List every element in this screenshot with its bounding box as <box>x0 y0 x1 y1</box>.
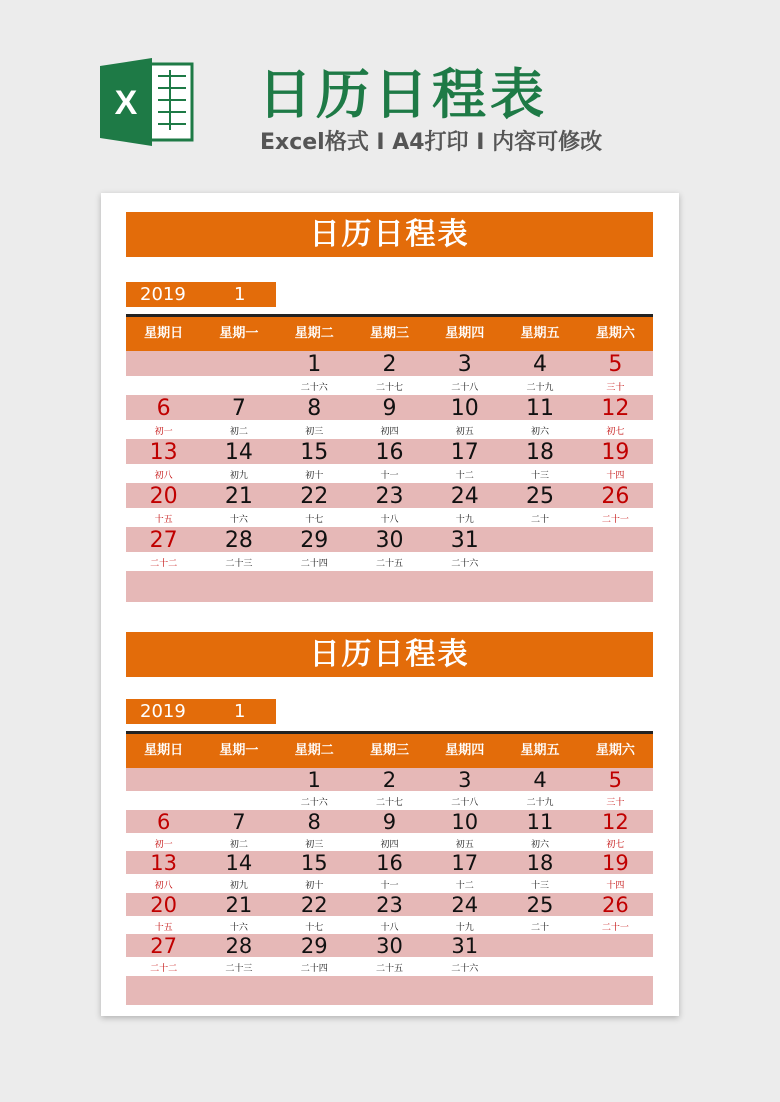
day-cell[interactable] <box>352 851 427 893</box>
day-cell[interactable] <box>126 976 201 1018</box>
week-row <box>126 527 653 571</box>
day-number: 5 <box>608 352 623 377</box>
weekday-label: 星期四 <box>445 743 485 758</box>
day-cell[interactable] <box>578 851 653 893</box>
day-number: 28 <box>225 934 253 958</box>
day-cell[interactable] <box>578 527 653 571</box>
day-number: 15 <box>300 440 329 465</box>
lunar-date: 二十 <box>531 922 550 933</box>
weekday-label: 星期六 <box>595 326 635 341</box>
calendar-grid <box>126 351 653 615</box>
day-number: 31 <box>451 934 479 958</box>
day-number: 10 <box>450 396 479 421</box>
day-cell[interactable] <box>502 439 577 483</box>
day-number: 5 <box>608 768 623 792</box>
weekday-label: 星期四 <box>445 326 485 341</box>
day-cell[interactable] <box>427 439 502 483</box>
day-number: 12 <box>601 396 630 421</box>
day-cell[interactable] <box>201 351 276 395</box>
day-number: 11 <box>526 396 555 421</box>
lunar-date: 初三 <box>305 839 324 850</box>
lunar-date: 十二 <box>455 471 474 481</box>
day-cell[interactable] <box>578 395 653 439</box>
day-cell[interactable] <box>277 976 352 1018</box>
week-row <box>126 810 653 852</box>
lunar-date: 二十七 <box>375 798 403 808</box>
calendar-grid <box>126 768 653 1017</box>
day-cell[interactable] <box>277 851 352 893</box>
day-number: 9 <box>382 809 397 834</box>
day-cell[interactable] <box>352 976 427 1018</box>
day-cell[interactable] <box>277 439 352 483</box>
day-number: 2 <box>382 768 397 792</box>
day-number: 8 <box>307 396 322 421</box>
lunar-date: 十四 <box>606 881 625 891</box>
lunar-date: 二十六 <box>300 383 328 393</box>
week-row <box>126 351 653 395</box>
day-number: 9 <box>382 396 397 421</box>
day-cell[interactable] <box>277 893 352 935</box>
weekday-label: 星期二 <box>294 326 334 341</box>
day-number: 25 <box>526 484 555 509</box>
day-number: 19 <box>601 440 630 465</box>
day-cell[interactable] <box>277 395 352 439</box>
year-cell[interactable]: 2019 <box>140 284 186 305</box>
day-cell[interactable] <box>578 893 653 935</box>
day-number: 27 <box>150 934 177 958</box>
day-cell[interactable] <box>427 934 502 976</box>
week-row <box>126 851 653 893</box>
lunar-date: 二十二 <box>150 559 178 569</box>
day-number: 29 <box>300 528 329 553</box>
lunar-date: 十七 <box>305 515 324 525</box>
lunar-date: 初九 <box>229 881 248 891</box>
day-cell[interactable] <box>126 810 201 852</box>
day-cell[interactable] <box>427 768 502 810</box>
page-title: 日历日程表 <box>258 63 548 126</box>
day-number: 17 <box>450 440 479 465</box>
day-number: 16 <box>375 440 404 465</box>
lunar-date: 十八 <box>380 515 399 525</box>
lunar-date: 十一 <box>380 881 399 891</box>
day-number: 14 <box>225 851 253 875</box>
day-cell[interactable] <box>502 810 577 852</box>
day-number: 11 <box>526 809 554 834</box>
lunar-date: 初十 <box>305 471 324 481</box>
lunar-date: 二十二 <box>150 964 178 974</box>
lunar-date: 十四 <box>606 471 625 481</box>
day-number: 4 <box>533 768 547 792</box>
week-row <box>126 934 653 976</box>
lunar-date: 初六 <box>531 427 550 437</box>
day-number: 26 <box>601 484 630 509</box>
day-cell[interactable] <box>277 483 352 527</box>
weekday-label: 星期六 <box>595 743 635 758</box>
lunar-date: 十六 <box>229 515 248 525</box>
lunar-date: 十七 <box>305 922 324 933</box>
day-cell[interactable] <box>427 527 502 571</box>
day-cell[interactable] <box>201 934 276 976</box>
day-number: 24 <box>451 892 479 917</box>
lunar-date: 初二 <box>229 427 248 437</box>
lunar-date: 十三 <box>531 471 550 481</box>
lunar-date: 十八 <box>380 922 399 933</box>
day-number: 10 <box>451 809 479 834</box>
day-cell[interactable] <box>578 571 653 615</box>
lunar-date: 十三 <box>531 881 550 891</box>
lunar-date: 二十一 <box>601 922 629 933</box>
lunar-date: 初一 <box>154 427 173 437</box>
day-number: 2 <box>382 352 397 377</box>
lunar-date: 二十七 <box>375 383 403 393</box>
day-number: 12 <box>601 809 629 834</box>
day-number: 18 <box>526 851 554 875</box>
weekday-header <box>126 734 653 768</box>
day-cell[interactable] <box>427 483 502 527</box>
day-cell[interactable] <box>201 527 276 571</box>
day-number: 22 <box>300 484 329 509</box>
day-cell[interactable] <box>126 395 201 439</box>
excel-logo-letter: X <box>114 84 138 122</box>
day-cell[interactable] <box>352 351 427 395</box>
day-cell[interactable] <box>126 893 201 935</box>
day-cell[interactable] <box>126 439 201 483</box>
lunar-date: 二十五 <box>375 559 403 569</box>
day-number: 4 <box>533 352 548 377</box>
day-cell[interactable] <box>201 893 276 935</box>
day-number: 7 <box>232 809 246 834</box>
calendar-block-2 <box>126 632 653 1017</box>
day-cell[interactable] <box>427 893 502 935</box>
day-cell[interactable] <box>277 768 352 810</box>
lunar-date: 初七 <box>606 839 625 850</box>
banner-header <box>0 0 780 190</box>
weekday-label: 星期二 <box>294 743 334 758</box>
weekday-label: 星期五 <box>520 326 560 341</box>
day-cell[interactable] <box>578 351 653 395</box>
day-cell[interactable] <box>502 934 577 976</box>
day-number: 6 <box>156 396 171 421</box>
day-cell[interactable] <box>578 934 653 976</box>
lunar-date: 初九 <box>229 471 248 481</box>
day-cell[interactable] <box>201 810 276 852</box>
lunar-date: 十六 <box>229 922 248 933</box>
day-cell[interactable] <box>201 439 276 483</box>
day-number: 15 <box>300 851 328 875</box>
day-cell[interactable] <box>578 483 653 527</box>
week-row <box>126 768 653 810</box>
day-cell[interactable] <box>427 395 502 439</box>
day-cell[interactable] <box>277 934 352 976</box>
day-cell[interactable] <box>578 439 653 483</box>
day-number: 21 <box>224 484 253 509</box>
day-cell[interactable] <box>277 351 352 395</box>
day-cell[interactable] <box>502 893 577 935</box>
day-cell[interactable] <box>427 571 502 615</box>
day-cell[interactable] <box>277 571 352 615</box>
day-cell[interactable] <box>352 395 427 439</box>
day-number: 1 <box>307 768 321 792</box>
lunar-date: 十五 <box>154 922 173 933</box>
lunar-date: 二十九 <box>526 798 554 808</box>
day-number: 1 <box>307 352 322 377</box>
day-number: 24 <box>450 484 479 509</box>
lunar-date: 初七 <box>606 427 625 437</box>
day-cell[interactable] <box>277 527 352 571</box>
day-cell[interactable] <box>126 571 201 615</box>
weekday-label: 星期一 <box>219 326 259 341</box>
day-number: 29 <box>300 934 328 958</box>
lunar-date: 二十三 <box>225 964 253 974</box>
week-row <box>126 976 653 1018</box>
day-number: 3 <box>458 768 472 792</box>
day-number: 30 <box>376 934 403 958</box>
week-row <box>126 571 653 615</box>
lunar-date: 初十 <box>305 881 324 891</box>
day-cell[interactable] <box>352 934 427 976</box>
week-row <box>126 893 653 935</box>
lunar-date: 二十九 <box>526 383 554 393</box>
day-cell[interactable] <box>201 976 276 1018</box>
week-row <box>126 483 653 527</box>
day-cell[interactable] <box>126 768 201 810</box>
week-row <box>126 439 653 483</box>
day-cell[interactable] <box>502 483 577 527</box>
day-number: 21 <box>225 892 253 917</box>
day-cell[interactable] <box>352 810 427 852</box>
day-number: 8 <box>307 809 321 834</box>
lunar-date: 初二 <box>229 839 248 850</box>
lunar-date: 三十 <box>606 798 625 808</box>
lunar-date: 初三 <box>305 427 324 437</box>
day-cell[interactable] <box>502 571 577 615</box>
lunar-date: 初一 <box>154 839 173 850</box>
day-number: 17 <box>451 851 479 875</box>
lunar-date: 初八 <box>154 881 173 891</box>
day-cell[interactable] <box>578 810 653 852</box>
day-number: 27 <box>149 528 178 553</box>
lunar-date: 十九 <box>455 515 474 525</box>
lunar-date: 十九 <box>455 922 474 933</box>
weekday-label: 星期三 <box>369 326 409 341</box>
week-row <box>126 395 653 439</box>
weekday-label: 星期日 <box>144 743 184 758</box>
day-cell[interactable] <box>427 351 502 395</box>
day-number: 31 <box>450 528 479 553</box>
day-cell[interactable] <box>126 934 201 976</box>
lunar-date: 二十六 <box>451 964 479 974</box>
day-cell[interactable] <box>126 351 201 395</box>
lunar-date: 二十八 <box>451 798 479 808</box>
day-number: 7 <box>231 396 246 421</box>
day-number: 30 <box>375 528 404 553</box>
day-number: 18 <box>526 440 555 465</box>
day-cell[interactable] <box>277 810 352 852</box>
day-number: 20 <box>150 892 177 917</box>
day-cell[interactable] <box>201 483 276 527</box>
weekday-header <box>126 317 653 351</box>
day-number: 23 <box>376 892 403 917</box>
day-number: 20 <box>149 484 178 509</box>
month-cell[interactable]: 1 <box>234 284 246 305</box>
calendar-title: 日历日程表 <box>126 632 653 677</box>
day-cell[interactable] <box>502 351 577 395</box>
day-number: 3 <box>457 352 472 377</box>
day-cell[interactable] <box>427 976 502 1018</box>
day-cell[interactable] <box>502 976 577 1018</box>
day-number: 19 <box>601 851 629 875</box>
page-subtitle: Excel格式 I A4打印 I 内容可修改 <box>260 130 603 155</box>
day-cell[interactable] <box>201 395 276 439</box>
lunar-date: 初八 <box>154 471 173 481</box>
lunar-date: 二十八 <box>451 383 479 393</box>
day-cell[interactable] <box>352 527 427 571</box>
day-cell[interactable] <box>502 527 577 571</box>
day-cell[interactable] <box>201 768 276 810</box>
lunar-date: 十五 <box>154 515 173 525</box>
day-cell[interactable] <box>578 976 653 1018</box>
lunar-date: 二十四 <box>300 964 328 974</box>
lunar-date: 二十四 <box>300 559 328 569</box>
day-cell[interactable] <box>352 483 427 527</box>
day-number: 23 <box>375 484 404 509</box>
lunar-date: 二十一 <box>601 515 629 525</box>
lunar-date: 初四 <box>380 427 399 437</box>
day-number: 25 <box>526 892 554 917</box>
year-month-bar <box>126 699 276 724</box>
lunar-date: 二十六 <box>451 559 479 569</box>
lunar-date: 初五 <box>455 427 474 437</box>
weekday-label: 星期五 <box>520 743 560 758</box>
day-cell[interactable] <box>352 439 427 483</box>
day-cell[interactable] <box>578 768 653 810</box>
lunar-date: 二十 <box>531 515 550 525</box>
lunar-date: 初四 <box>380 839 399 850</box>
day-cell[interactable] <box>427 810 502 852</box>
day-number: 22 <box>300 892 328 917</box>
lunar-date: 二十六 <box>300 798 328 808</box>
day-number: 28 <box>224 528 253 553</box>
day-number: 26 <box>601 892 629 917</box>
month-cell[interactable]: 1 <box>234 701 246 722</box>
day-number: 14 <box>224 440 253 465</box>
day-cell[interactable] <box>502 851 577 893</box>
day-cell[interactable] <box>502 395 577 439</box>
day-cell[interactable] <box>502 768 577 810</box>
lunar-date: 初六 <box>531 839 550 850</box>
day-cell[interactable] <box>427 851 502 893</box>
lunar-date: 十一 <box>380 471 399 481</box>
year-cell[interactable]: 2019 <box>140 701 186 722</box>
weekday-label: 星期一 <box>219 743 259 758</box>
day-cell[interactable] <box>126 483 201 527</box>
weekday-label: 星期三 <box>369 743 409 758</box>
day-cell[interactable] <box>126 527 201 571</box>
day-cell[interactable] <box>352 768 427 810</box>
day-cell[interactable] <box>352 893 427 935</box>
day-cell[interactable] <box>352 571 427 615</box>
lunar-date: 初五 <box>455 839 474 850</box>
day-number: 13 <box>150 851 177 875</box>
lunar-date: 二十五 <box>375 964 403 974</box>
day-cell[interactable] <box>201 571 276 615</box>
lunar-date: 三十 <box>606 383 625 393</box>
lunar-date: 十二 <box>455 881 474 891</box>
day-number: 6 <box>156 809 171 834</box>
excel-icon <box>100 56 196 148</box>
calendar-block-1 <box>126 212 653 615</box>
day-number: 13 <box>149 440 178 465</box>
day-number: 16 <box>376 851 403 875</box>
lunar-date: 二十三 <box>225 559 253 569</box>
day-cell[interactable] <box>201 851 276 893</box>
calendar-title: 日历日程表 <box>126 212 653 257</box>
weekday-label: 星期日 <box>144 326 184 341</box>
day-cell[interactable] <box>126 851 201 893</box>
year-month-bar <box>126 282 276 307</box>
